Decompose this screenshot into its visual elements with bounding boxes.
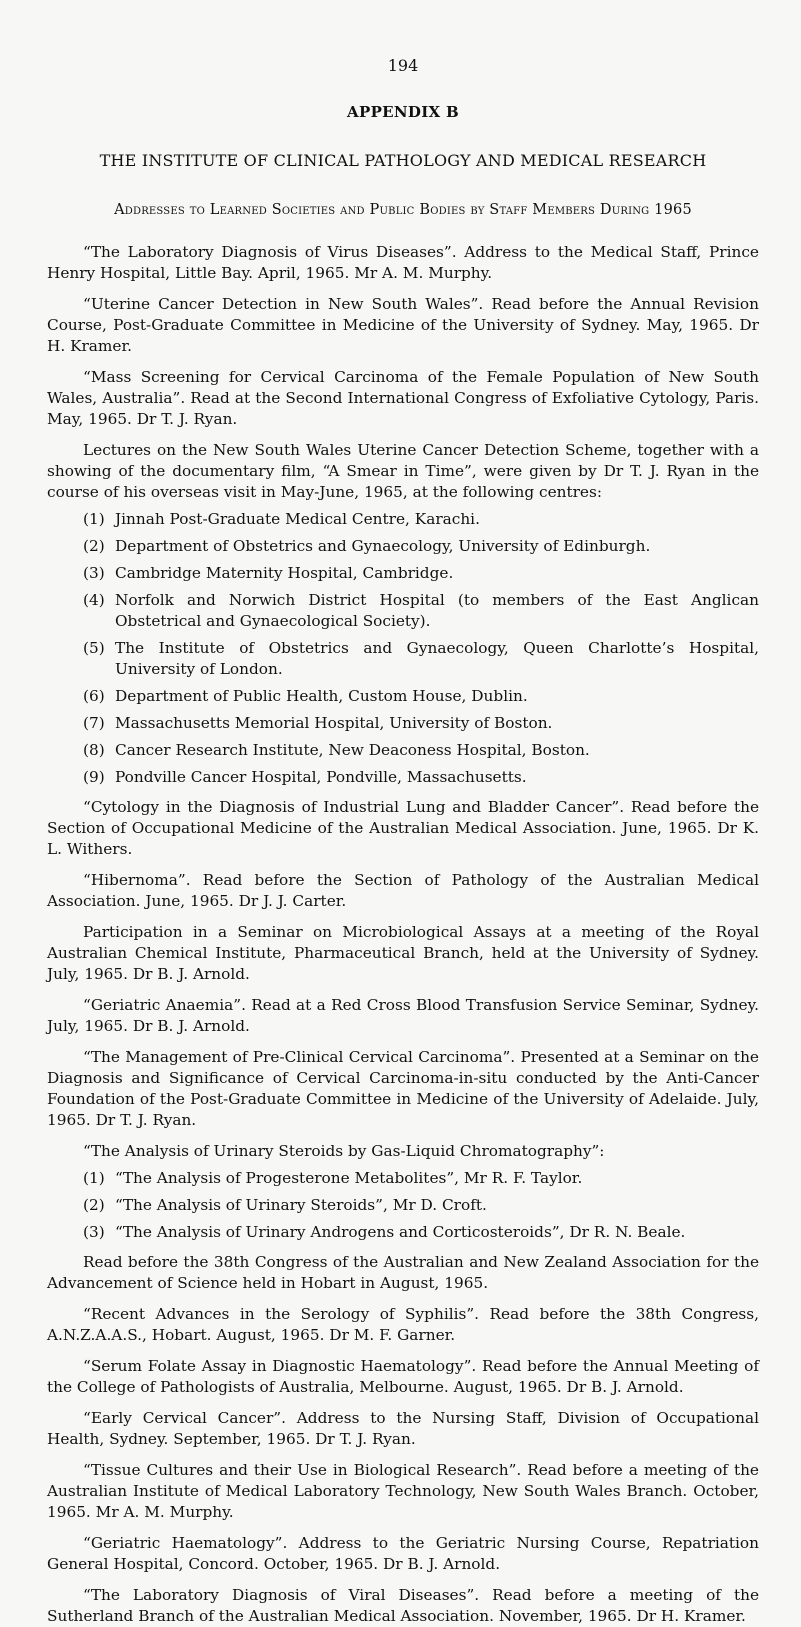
list-item-text: Pondville Cancer Hospital, Pondville, Massachusetts. bbox=[115, 768, 527, 786]
list-item-number: (9) bbox=[83, 768, 105, 786]
list-item-number: (6) bbox=[83, 687, 105, 705]
list-item-text: Massachusetts Memorial Hospital, University of Boston. bbox=[115, 714, 553, 732]
list-item-text: Department of Obstetrics and Gynaecology, University of Edinburgh. bbox=[115, 537, 651, 555]
address-entry: “Uterine Cancer Detection in New South Wales”. Read before the Annual Revision Course, Post-Graduate Committee in Medicine of the University of Sydney. May, 1965. Dr H. Kramer. bbox=[47, 295, 759, 355]
list-item-text: The Institute of Obstetrics and Gynaecology, Queen Charlotte’s Hospital, University of London. bbox=[115, 639, 759, 678]
list-item-number: (2) bbox=[83, 1196, 105, 1214]
address-entry: “Geriatric Haematology”. Address to the Geriatric Nursing Course, Repatriation General Hospital, Concord. October, 1965. Dr B. J. Arnold. bbox=[47, 1534, 759, 1573]
address-entry: “The Laboratory Diagnosis of Viral Diseases”. Read before a meeting of the Sutherland Branch of the Australian Medical Association. November, 1965. Dr H. Kramer. bbox=[47, 1586, 759, 1625]
address-entry: “Geriatric Anaemia”. Read at a Red Cross Blood Transfusion Service Seminar, Sydney. July, 1965. Dr B. J. Arnold. bbox=[47, 996, 759, 1035]
section-title: Addresses to Learned Societies and Public Bodies by Staff Members During 1965 bbox=[114, 202, 692, 218]
list-item-text: “The Analysis of Progesterone Metabolites”, Mr R. F. Taylor. bbox=[115, 1169, 583, 1187]
address-entry: “Recent Advances in the Serology of Syphilis”. Read before the 38th Congress, A.N.Z.A.A.S., Hobart. August, 1965. Dr M. F. Garner. bbox=[47, 1305, 759, 1344]
address-entry: “Serum Folate Assay in Diagnostic Haematology”. Read before the Annual Meeting of the College of Pathologists of Australia, Melbourne. August, 1965. Dr B. J. Arnold. bbox=[47, 1357, 759, 1396]
list-item bbox=[47, 1168, 759, 1189]
institute-title: THE INSTITUTE OF CLINICAL PATHOLOGY AND MEDICAL RESEARCH bbox=[99, 151, 707, 170]
list-item bbox=[47, 638, 759, 680]
list-item bbox=[47, 1222, 759, 1243]
list-item bbox=[47, 767, 759, 788]
list-item bbox=[47, 740, 759, 761]
list-item-text: “The Analysis of Urinary Steroids”, Mr D. Croft. bbox=[115, 1196, 487, 1214]
list-item bbox=[47, 536, 759, 557]
list-item-number: (1) bbox=[83, 1169, 105, 1187]
list-item-number: (8) bbox=[83, 741, 105, 759]
address-entry: “Mass Screening for Cervical Carcinoma of the Female Population of New South Wales, Australia”. Read at the Second International Congress of Exfoliative Cytology, Paris. May, 1965. Dr T. J. Ryan. bbox=[47, 368, 759, 428]
list-item-number: (3) bbox=[83, 564, 105, 582]
address-entry: “Early Cervical Cancer”. Address to the Nursing Staff, Division of Occupational Health, Sydney. September, 1965. Dr T. J. Ryan. bbox=[47, 1409, 759, 1448]
list-item bbox=[47, 1195, 759, 1216]
list-item-text: “The Analysis of Urinary Androgens and Corticosteroids”, Dr R. N. Beale. bbox=[115, 1223, 686, 1241]
address-entry: “Cytology in the Diagnosis of Industrial Lung and Bladder Cancer”. Read before the Section of Occupational Medicine of the Australian Medical Association. June, 1965. Dr K. L. Withers. bbox=[47, 798, 759, 858]
list-item bbox=[47, 509, 759, 530]
list-item bbox=[47, 713, 759, 734]
address-entry: “The Laboratory Diagnosis of Virus Diseases”. Address to the Medical Staff, Prince Henry Hospital, Little Bay. April, 1965. Mr A. M. Murphy. bbox=[47, 243, 759, 282]
address-entry: Participation in a Seminar on Microbiological Assays at a meeting of the Royal Australian Chemical Institute, Pharmaceutical Branch, held at the University of Sydney. July, 1965. Dr B. J. Arnold. bbox=[47, 923, 759, 983]
list-item bbox=[47, 686, 759, 707]
page-number: 194 bbox=[387, 56, 419, 75]
address-entry: “Tissue Cultures and their Use in Biological Research”. Read before a meeting of the Australian Institute of Medical Laboratory Technology, New South Wales Branch. October, 1965. Mr A. M. Murphy. bbox=[47, 1461, 759, 1521]
list-item-number: (4) bbox=[83, 591, 105, 609]
address-entry: “Hibernoma”. Read before the Section of Pathology of the Australian Medical Association. June, 1965. Dr J. J. Carter. bbox=[47, 871, 759, 910]
list-item-number: (1) bbox=[83, 510, 105, 528]
list-item-text: Cancer Research Institute, New Deaconess Hospital, Boston. bbox=[115, 741, 590, 759]
list-item-text: Norfolk and Norwich District Hospital (to members of the East Anglican Obstetrical and Gynaecological Society). bbox=[115, 591, 759, 630]
address-entry: “The Management of Pre-Clinical Cervical Carcinoma”. Presented at a Seminar on the Diagnosis and Significance of Cervical Carcinoma-in-situ conducted by the Anti-Cancer Foundation of the Post-Graduate Committee in Medicine of the University of Adelaide. July, 1965. Dr T. J. Ryan. bbox=[47, 1048, 759, 1129]
address-entry: Read before the 38th Congress of the Australian and New Zealand Association for the Advancement of Science held in Hobart in August, 1965. bbox=[47, 1253, 759, 1292]
appendix-title: APPENDIX B bbox=[347, 103, 459, 121]
centres-list bbox=[47, 509, 759, 788]
list-item-text: Jinnah Post-Graduate Medical Centre, Karachi. bbox=[115, 510, 480, 528]
address-entry: Lectures on the New South Wales Uterine Cancer Detection Scheme, together with a showing of the documentary film, “A Smear in Time”, were given by Dr T. J. Ryan in the course of his overseas visit in May-June, 1965, at the following centres: bbox=[47, 441, 759, 501]
list-item bbox=[47, 590, 759, 632]
list-item bbox=[47, 563, 759, 584]
steroid-talks-list bbox=[47, 1168, 759, 1243]
list-item-number: (3) bbox=[83, 1223, 105, 1241]
list-item-text: Department of Public Health, Custom House, Dublin. bbox=[115, 687, 528, 705]
list-item-text: Cambridge Maternity Hospital, Cambridge. bbox=[115, 564, 454, 582]
list-item-number: (7) bbox=[83, 714, 105, 732]
list-item-number: (5) bbox=[83, 639, 105, 657]
list-item-number: (2) bbox=[83, 537, 105, 555]
address-entry: “The Analysis of Urinary Steroids by Gas-Liquid Chromatography”: bbox=[83, 1142, 605, 1160]
